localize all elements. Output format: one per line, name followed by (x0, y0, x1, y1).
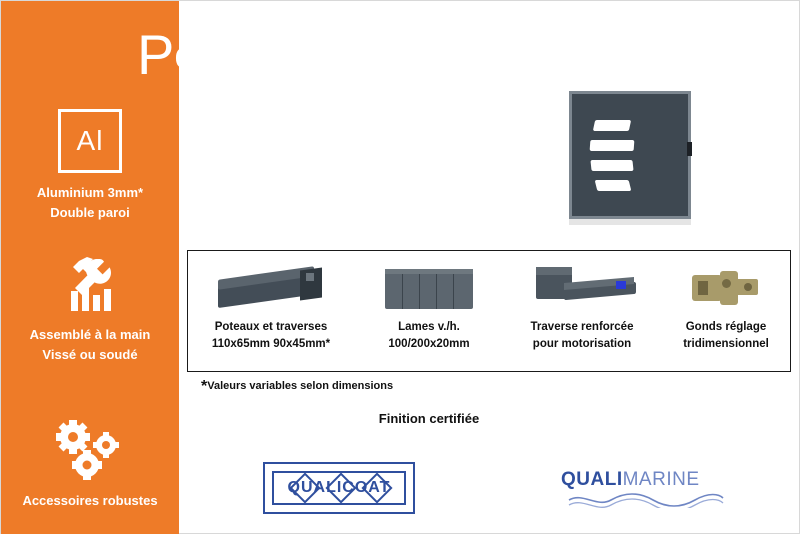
gate-slat (590, 160, 633, 171)
gate-photo (569, 91, 691, 219)
title-text: ortillon plein finition alu (174, 35, 559, 77)
wrench-tools-icon (59, 257, 121, 315)
sidebar-item-aluminium-line2: Double paroi (50, 205, 130, 221)
component-crossbar (504, 251, 660, 373)
aluminium-al-icon (58, 109, 122, 173)
qualimarine-logo-text (561, 469, 731, 491)
sidebar-item-assembly-line1: Assemblé à la main (29, 327, 151, 342)
gate-slat (595, 180, 632, 191)
component-hinges (660, 251, 792, 373)
footnote-text: Valeurs variables selon dimensions (207, 380, 394, 392)
sidebar-item-assembly (1, 257, 179, 365)
qualicoat-logo-inner (272, 471, 406, 505)
sidebar-item-aluminium-line1: Aluminium 3mm* (36, 185, 144, 200)
component-slats (354, 251, 504, 373)
post-profile-icon (188, 259, 354, 319)
footnote-star: * (201, 378, 208, 395)
hinge-icon (660, 259, 792, 319)
finition-heading-text: Finition certifiée (378, 411, 480, 426)
al-symbol-label: Al (76, 125, 104, 156)
component-slats-label2: 100/200x20mm (388, 337, 470, 350)
finition-heading (1, 411, 800, 426)
slats-panel-icon (354, 259, 504, 319)
qualimarine-bold-text: QUALI (561, 469, 623, 490)
reinforced-crossbar-icon (504, 259, 660, 319)
component-posts-label2: 110x65mm 90x45mm* (211, 337, 331, 350)
gate-frame (569, 91, 691, 219)
sidebar-item-accessories (1, 419, 179, 511)
footnote (201, 378, 393, 396)
component-hinges-label2: tridimensionnel (683, 337, 769, 350)
qualicoat-logo (263, 462, 415, 514)
component-hinges-label1: Gonds réglage (685, 321, 767, 333)
gears-icon (51, 419, 129, 481)
gate-slat (593, 120, 631, 131)
component-posts-label1: Poteaux et traverses (214, 321, 328, 333)
sidebar-item-aluminium (1, 109, 179, 223)
sidebar-item-accessories-line1: Accessoires robustes (22, 493, 158, 508)
sidebar-item-assembly-line2: Vissé ou soudé (42, 347, 138, 363)
gate-slat (590, 140, 635, 151)
gate-shadow (569, 219, 691, 225)
qualimarine-logo (561, 469, 731, 509)
title-drop-cap: P (137, 23, 175, 86)
component-posts (188, 251, 354, 373)
qualimarine-light-text: MARINE (622, 469, 700, 490)
component-crossbar-label2: pour motorisation (532, 337, 632, 350)
page-title (137, 23, 559, 86)
component-slats-label1: Lames v./h. (398, 321, 460, 333)
qualicoat-logo-text: QUALICOAT (287, 479, 391, 496)
component-crossbar-label1: Traverse renforcée (530, 321, 634, 333)
components-box (187, 250, 791, 372)
gate-handle-icon (687, 142, 692, 156)
wave-icon (567, 492, 725, 508)
